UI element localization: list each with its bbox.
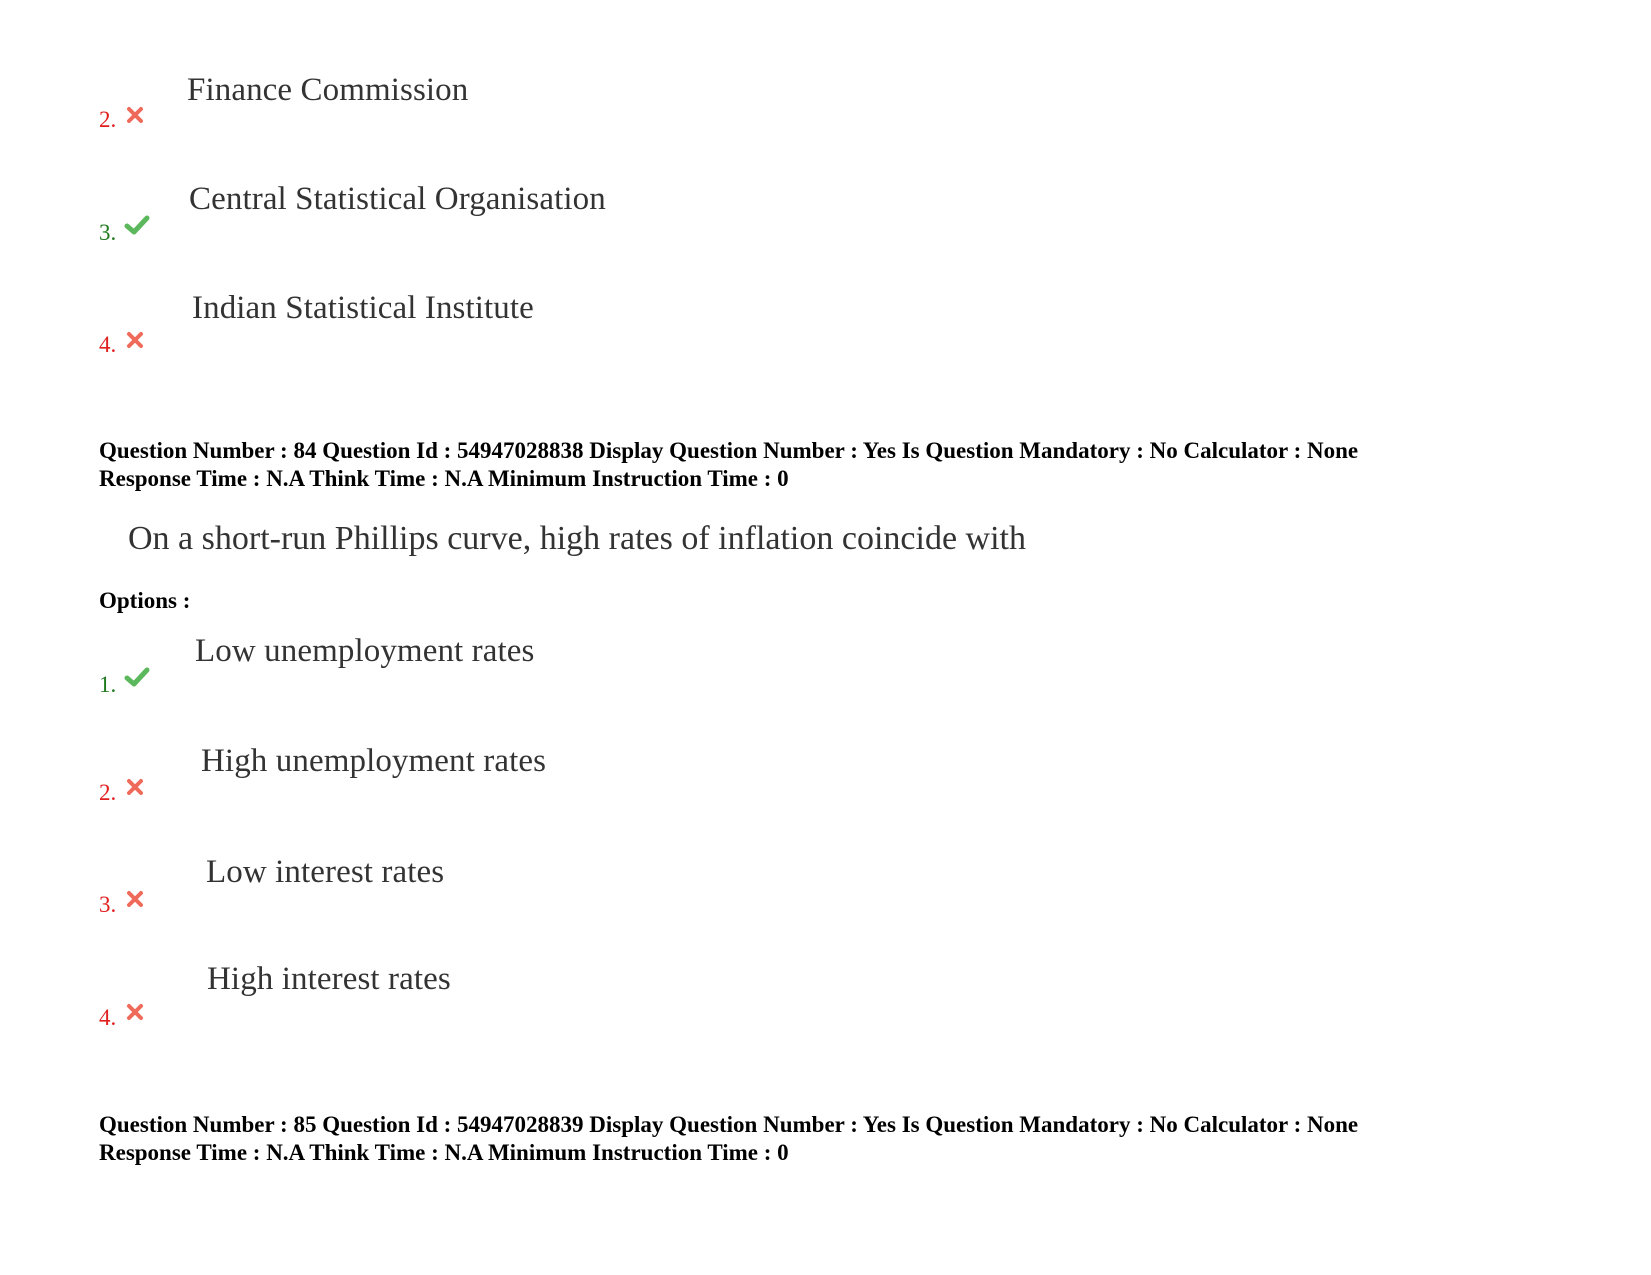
option-number: 4. — [99, 332, 117, 357]
check-mark-icon — [124, 666, 150, 688]
question-meta-line-1: Question Number : 85 Question Id : 54947028839 Display Question Number : Yes Is Question Mandatory : No Calculator : None — [99, 1112, 1359, 1137]
question-text: On a short-run Phillips curve, high rates of inflation coincide with — [128, 520, 1026, 557]
option-number: 2. — [99, 780, 117, 805]
cross-mark-icon — [124, 776, 146, 798]
question-meta-line-2: Response Time : N.A Think Time : N.A Minimum Instruction Time : 0 — [99, 466, 789, 491]
option-number: 1. — [99, 672, 117, 697]
option-number: 2. — [99, 107, 117, 132]
option-number: 3. — [99, 220, 117, 245]
question-meta — [99, 437, 1358, 493]
cross-mark-icon — [124, 1001, 146, 1023]
option-number: 3. — [99, 892, 117, 917]
question-meta-line-1: Question Number : 84 Question Id : 54947028838 Display Question Number : Yes Is Question Mandatory : No Calculator : None — [99, 438, 1359, 463]
option-text: High unemployment rates — [201, 743, 547, 779]
cross-mark-icon — [124, 329, 146, 351]
cross-mark-icon — [124, 888, 146, 910]
option-text: Indian Statistical Institute — [192, 290, 534, 326]
option-text: Central Statistical Organisation — [189, 181, 606, 217]
option-text: Low interest rates — [206, 854, 445, 890]
option-text: Finance Commission — [187, 72, 469, 108]
question-meta — [99, 1111, 1358, 1167]
option-text: High interest rates — [207, 961, 451, 997]
question-meta-line-2: Response Time : N.A Think Time : N.A Minimum Instruction Time : 0 — [99, 1140, 789, 1165]
options-label: Options : — [99, 588, 191, 613]
cross-mark-icon — [124, 104, 146, 126]
option-text: Low unemployment rates — [195, 633, 535, 669]
check-mark-icon — [124, 214, 150, 236]
option-number: 4. — [99, 1005, 117, 1030]
